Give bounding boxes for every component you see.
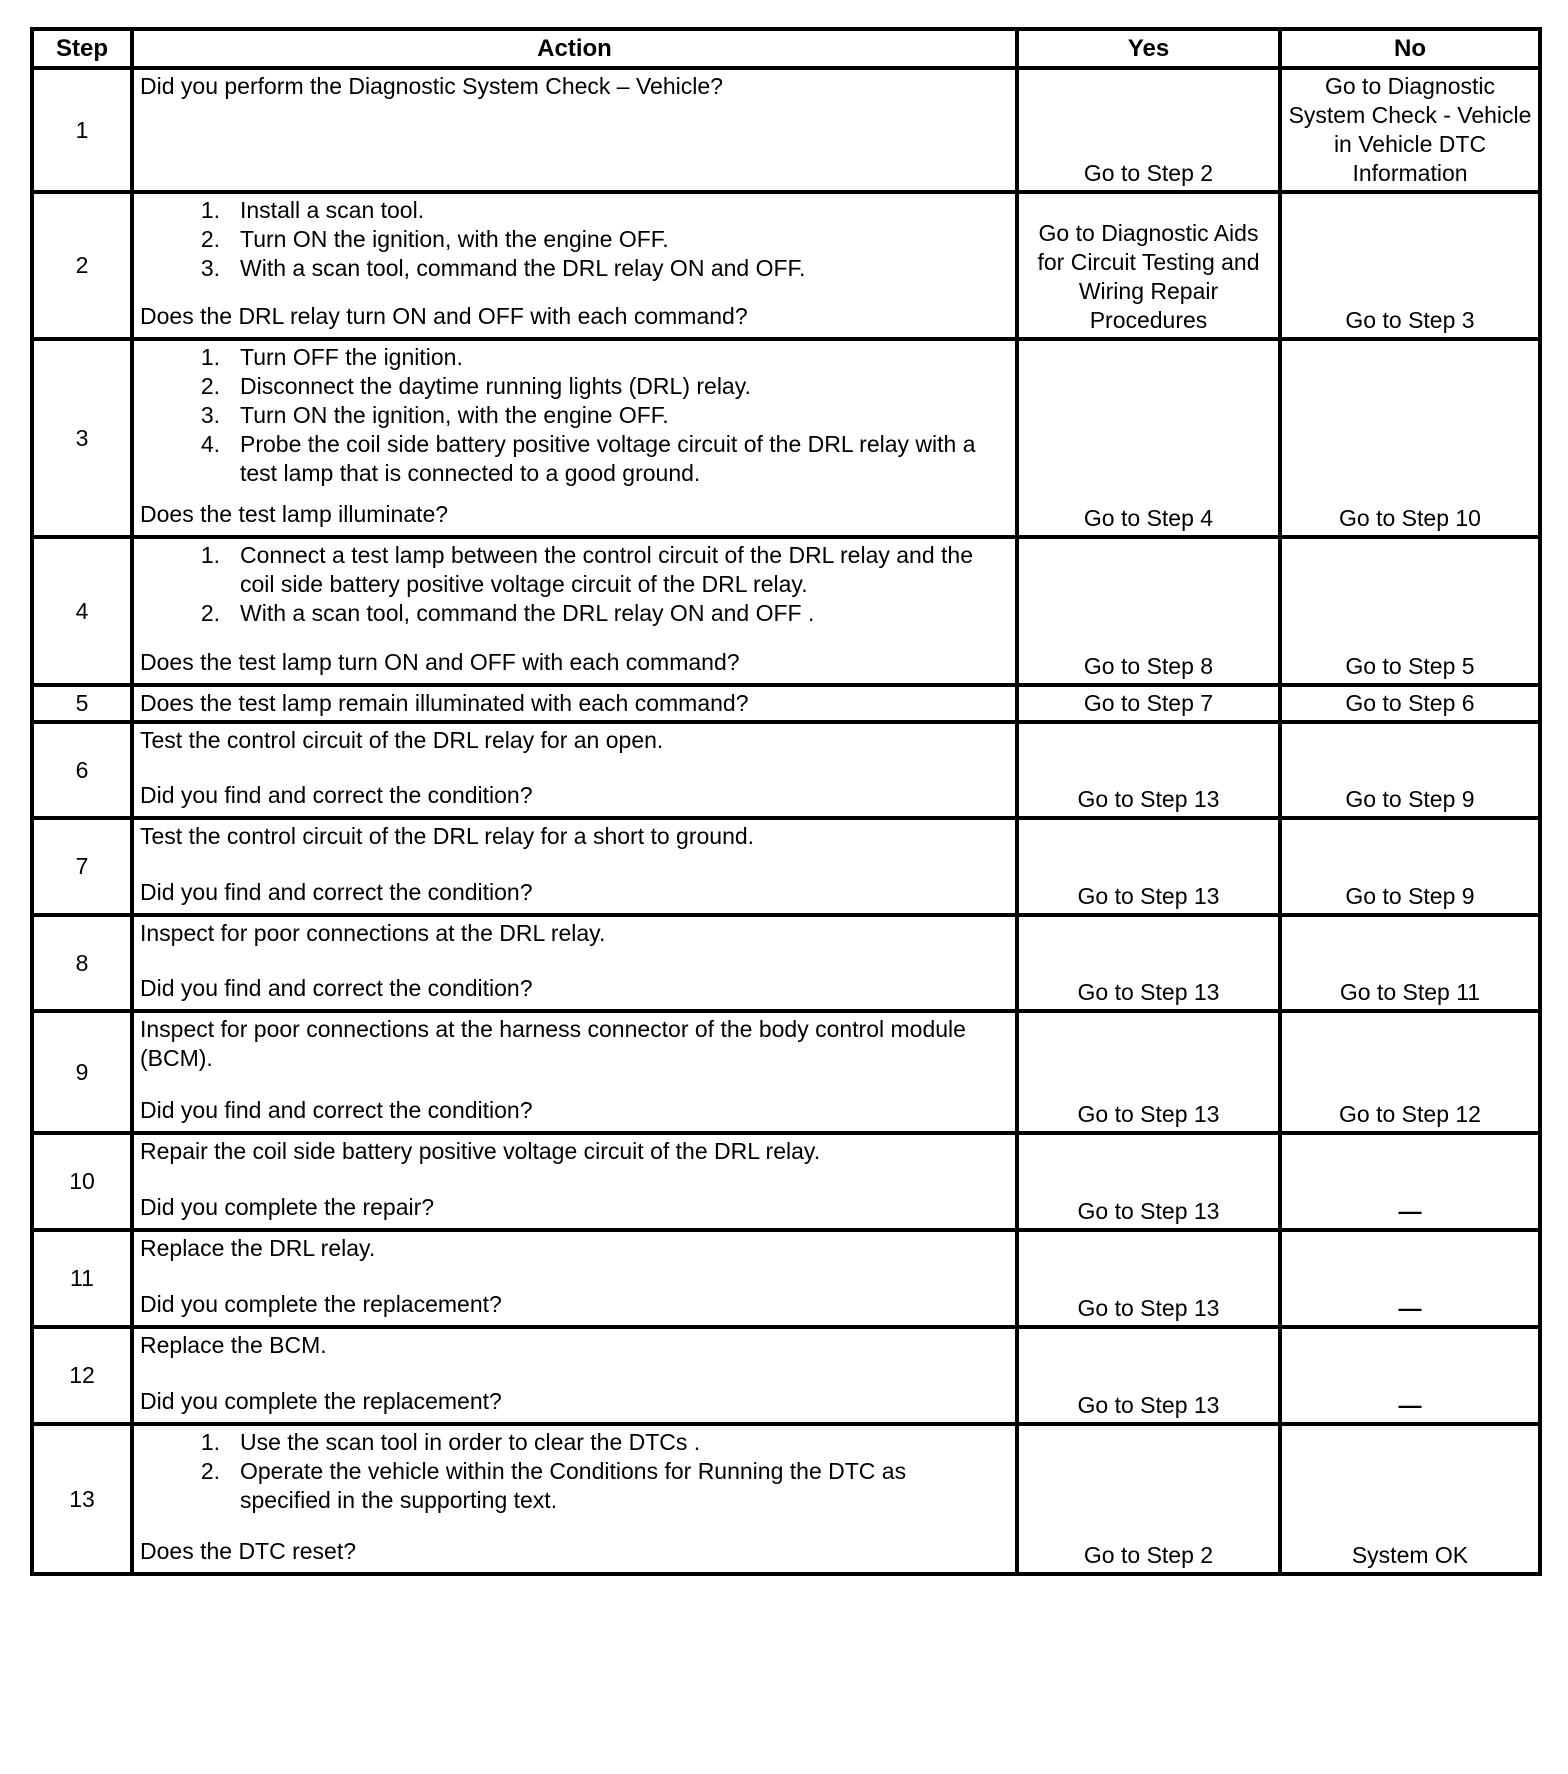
- action-text: Replace the DRL relay.: [140, 1235, 376, 1261]
- table-row: [32, 685, 1540, 722]
- yes-result: Go to Step 7: [1017, 685, 1280, 722]
- action-cell: [132, 1133, 1017, 1230]
- header-row: [32, 29, 1540, 68]
- no-result: Go to Step 9: [1280, 818, 1540, 915]
- step-number: 5: [32, 685, 132, 722]
- no-result: Go to Step 12: [1280, 1011, 1540, 1133]
- list-item: [140, 430, 1009, 488]
- list-item-number: 2.: [200, 1458, 220, 1484]
- step-number: 9: [32, 1011, 132, 1133]
- list-item-number: 2.: [200, 373, 220, 399]
- action-cell: [132, 192, 1017, 339]
- yes-result: Go to Step 13: [1017, 1011, 1280, 1133]
- table-body: [32, 68, 1540, 1574]
- list-item: [140, 343, 1009, 372]
- action-text: Repair the coil side battery positive voltage circuit of the DRL relay.: [140, 1138, 821, 1164]
- no-result: Go to Step 9: [1280, 722, 1540, 818]
- step-number: 3: [32, 339, 132, 537]
- table-row: [32, 339, 1540, 537]
- list-item: [140, 541, 1009, 599]
- list-item-number: 3.: [200, 255, 220, 281]
- yes-result: Go to Step 13: [1017, 1230, 1280, 1327]
- table-row: [32, 818, 1540, 915]
- header-no: No: [1280, 29, 1540, 68]
- action-cell: [132, 915, 1017, 1011]
- list-item-text: With a scan tool, command the DRL relay ON and OFF.: [240, 255, 806, 281]
- step-number: 7: [32, 818, 132, 915]
- action-text: Test the control circuit of the DRL relay for a short to ground.: [140, 823, 755, 849]
- action-question: Does the DTC reset?: [140, 1538, 357, 1564]
- step-number: 1: [32, 68, 132, 192]
- no-result: —: [1280, 1327, 1540, 1424]
- no-result: Go to Step 5: [1280, 537, 1540, 685]
- action-question: Did you complete the replacement?: [140, 1291, 502, 1317]
- action-question: Does the test lamp turn ON and OFF with each command?: [140, 649, 740, 675]
- list-item: [140, 1428, 1009, 1457]
- list-item-text: Use the scan tool in order to clear the DTCs .: [240, 1429, 701, 1455]
- step-number: 10: [32, 1133, 132, 1230]
- action-cell: [132, 1230, 1017, 1327]
- action-text: Inspect for poor connections at the harness connector of the body control module (BCM).: [140, 1016, 966, 1071]
- list-item-text: Turn OFF the ignition.: [240, 344, 463, 370]
- list-item: [140, 401, 1009, 430]
- table-row: [32, 915, 1540, 1011]
- action-cell: [132, 685, 1017, 722]
- list-item: [140, 254, 1009, 283]
- yes-result: Go to Step 8: [1017, 537, 1280, 685]
- no-result: Go to Diagnostic System Check - Vehicle in Vehicle DTC Information: [1280, 68, 1540, 192]
- step-number: 6: [32, 722, 132, 818]
- yes-result: Go to Step 4: [1017, 339, 1280, 537]
- list-item: [140, 196, 1009, 225]
- no-result: —: [1280, 1230, 1540, 1327]
- list-item-number: 2.: [200, 226, 220, 252]
- list-item-number: 4.: [200, 431, 220, 457]
- action-cell: [132, 1327, 1017, 1424]
- action-cell: [132, 68, 1017, 192]
- list-item-number: 1.: [200, 197, 220, 223]
- list-item: [140, 372, 1009, 401]
- yes-result: Go to Step 13: [1017, 1133, 1280, 1230]
- action-text: Does the test lamp remain illuminated with each command?: [140, 690, 749, 716]
- list-item-number: 1.: [200, 542, 220, 568]
- header-step: Step: [32, 29, 132, 68]
- list-item: [140, 599, 1009, 628]
- yes-result: Go to Step 2: [1017, 1424, 1280, 1574]
- step-number: 11: [32, 1230, 132, 1327]
- table-row: [32, 1011, 1540, 1133]
- table-row: [32, 1230, 1540, 1327]
- table-row: [32, 1424, 1540, 1574]
- diagnostic-table: [30, 27, 1542, 1576]
- yes-result: Go to Diagnostic Aids for Circuit Testing and Wiring Repair Procedures: [1017, 192, 1280, 339]
- yes-result: Go to Step 13: [1017, 915, 1280, 1011]
- yes-result: Go to Step 13: [1017, 722, 1280, 818]
- action-steps-list: [140, 343, 1009, 488]
- table-row: [32, 722, 1540, 818]
- step-number: 2: [32, 192, 132, 339]
- list-item-text: Install a scan tool.: [240, 197, 425, 223]
- action-steps-list: [140, 1428, 1009, 1515]
- action-question: Did you find and correct the condition?: [140, 879, 533, 905]
- action-cell: [132, 818, 1017, 915]
- header-action: Action: [132, 29, 1017, 68]
- table-row: [32, 1327, 1540, 1424]
- action-cell: [132, 339, 1017, 537]
- step-number: 13: [32, 1424, 132, 1574]
- list-item-number: 1.: [200, 1429, 220, 1455]
- action-text: Replace the BCM.: [140, 1332, 327, 1358]
- action-cell: [132, 722, 1017, 818]
- list-item-text: Probe the coil side battery positive voltage circuit of the DRL relay with a test lamp that is connected to a good ground.: [240, 431, 976, 486]
- list-item-text: With a scan tool, command the DRL relay ON and OFF .: [240, 600, 815, 626]
- no-result: —: [1280, 1133, 1540, 1230]
- table-row: [32, 537, 1540, 685]
- action-question: Did you find and correct the condition?: [140, 782, 533, 808]
- action-question: Did you find and correct the condition?: [140, 1097, 533, 1123]
- action-text: Test the control circuit of the DRL relay for an open.: [140, 727, 664, 753]
- list-item-number: 3.: [200, 402, 220, 428]
- step-number: 8: [32, 915, 132, 1011]
- action-text: Inspect for poor connections at the DRL relay.: [140, 920, 606, 946]
- action-cell: [132, 1011, 1017, 1133]
- action-question: Did you complete the replacement?: [140, 1388, 502, 1414]
- list-item-text: Connect a test lamp between the control circuit of the DRL relay and the coil side battery positive voltage circuit of the DRL relay.: [240, 542, 973, 597]
- no-result: Go to Step 3: [1280, 192, 1540, 339]
- no-result: Go to Step 10: [1280, 339, 1540, 537]
- list-item: [140, 225, 1009, 254]
- list-item-number: 1.: [200, 344, 220, 370]
- table-row: [32, 68, 1540, 192]
- action-question: Did you find and correct the condition?: [140, 975, 533, 1001]
- action-question: Did you complete the repair?: [140, 1194, 435, 1220]
- list-item-text: Turn ON the ignition, with the engine OFF.: [240, 226, 669, 252]
- list-item-text: Disconnect the daytime running lights (DRL) relay.: [240, 373, 751, 399]
- action-question: Does the test lamp illuminate?: [140, 501, 449, 527]
- action-cell: [132, 537, 1017, 685]
- action-text: Did you perform the Diagnostic System Check – Vehicle?: [140, 73, 723, 99]
- no-result: Go to Step 11: [1280, 915, 1540, 1011]
- table-row: [32, 1133, 1540, 1230]
- action-cell: [132, 1424, 1017, 1574]
- no-result: System OK: [1280, 1424, 1540, 1574]
- action-steps-list: [140, 196, 1009, 283]
- table-row: [32, 192, 1540, 339]
- step-number: 4: [32, 537, 132, 685]
- list-item-number: 2.: [200, 600, 220, 626]
- yes-result: Go to Step 13: [1017, 818, 1280, 915]
- header-yes: Yes: [1017, 29, 1280, 68]
- list-item-text: Operate the vehicle within the Conditions for Running the DTC as specified in the supporting text.: [240, 1458, 907, 1513]
- list-item: [140, 1457, 1009, 1515]
- action-steps-list: [140, 541, 1009, 628]
- action-question: Does the DRL relay turn ON and OFF with each command?: [140, 303, 748, 329]
- yes-result: Go to Step 2: [1017, 68, 1280, 192]
- yes-result: Go to Step 13: [1017, 1327, 1280, 1424]
- list-item-text: Turn ON the ignition, with the engine OFF.: [240, 402, 669, 428]
- no-result: Go to Step 6: [1280, 685, 1540, 722]
- step-number: 12: [32, 1327, 132, 1424]
